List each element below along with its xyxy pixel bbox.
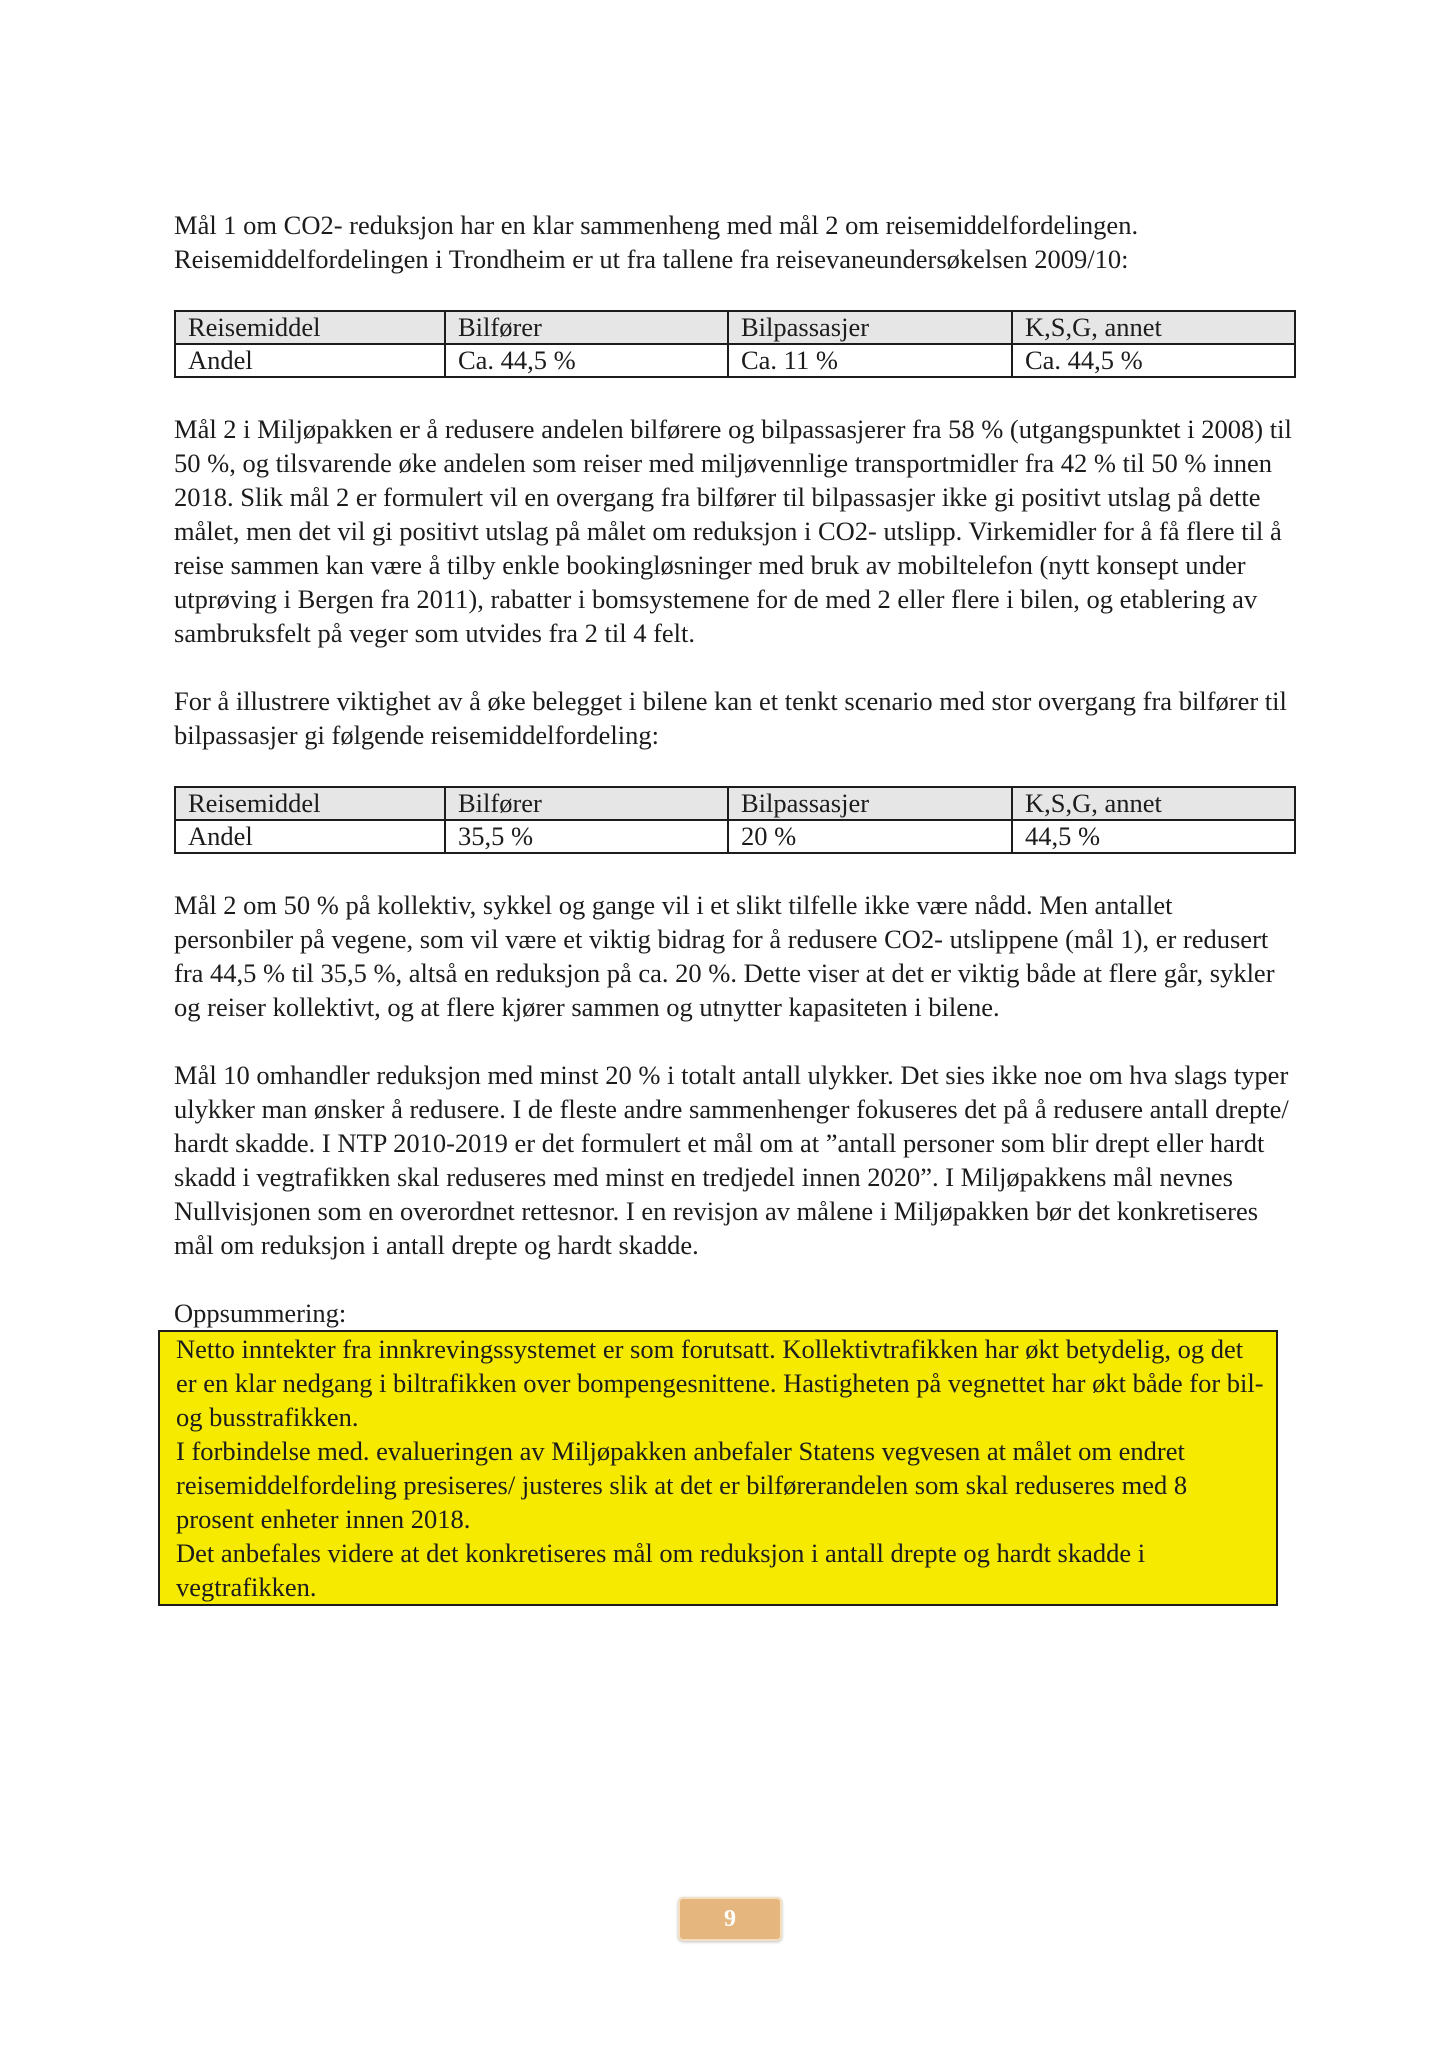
table-cell: Ca. 44,5 % [1012,344,1295,377]
table-header-cell: K,S,G, annet [1012,787,1295,820]
table-header-row [175,311,1295,344]
summary-line: I forbindelse med. evalueringen av Miljøpakken anbefaler Statens vegvesen at målet om endret reisemiddelfordeling presiseres/ justeres slik at det er bilførerandelen som skal reduseres med 8 prosent enheter innen 2018. [176,1436,1188,1534]
summary-highlight-box [158,1330,1278,1606]
table-header-row [175,787,1295,820]
page-number-badge: 9 [678,1897,782,1941]
table-cell: 44,5 % [1012,820,1295,853]
table-cell: Andel [175,344,445,377]
travel-mode-table-current [174,310,1296,378]
document-body [174,208,1294,1606]
table-header-cell: Bilfører [445,787,728,820]
table-cell: 20 % [728,820,1012,853]
table-header-cell: Reisemiddel [175,311,445,344]
table-row [175,344,1295,377]
table-row [175,820,1295,853]
summary-line: Det anbefales videre at det konkretiseres mål om reduksjon i antall drepte og hardt skadde i vegtrafikken. [176,1538,1146,1602]
paragraph-scenario-result: Mål 2 om 50 % på kollektiv, sykkel og gange vil i et slikt tilfelle ikke være nådd. Men antallet personbiler på vegene, som vil være et viktig bidrag for å redusere CO2- utslippene (mål 1), er redusert fra 44,5 % til 35,5 %, altså en reduksjon på ca. 20 %. Dette viser at det er viktig både at flere går, sykler og reiser kollektivt, og at flere kjører sammen og utnytter kapasiteten i bilene. [174,890,1275,1022]
table-header-cell: Reisemiddel [175,787,445,820]
table-header-cell: K,S,G, annet [1012,311,1295,344]
paragraph-goal1: Mål 1 om CO2- reduksjon har en klar sammenheng med mål 2 om reisemiddelfordelingen. Reisemiddelfordelingen i Trondheim er ut fra tallene fra reisevaneundersøkelsen 2009/10: [174,210,1139,274]
paragraph-scenario: For å illustrere viktighet av å øke belegget i bilene kan et tenkt scenario med stor overgang fra bilfører til bilpassasjer gi følgende reisemiddelfordeling: [174,686,1287,750]
summary-line: Netto inntekter fra innkrevingssystemet er som forutsatt. Kollektivtrafikken har økt betydelig, og det er en klar nedgang i biltrafikken over bompengesnittene. Hastigheten på vegnettet har økt både for bil- og busstrafikken. [176,1334,1264,1432]
table-cell: Ca. 44,5 % [445,344,728,377]
table-cell: Andel [175,820,445,853]
summary-heading: Oppsummering: [174,1298,347,1328]
table-cell: 35,5 % [445,820,728,853]
travel-mode-table-scenario [174,786,1296,854]
table-cell: Ca. 11 % [728,344,1012,377]
paragraph-goal10: Mål 10 omhandler reduksjon med minst 20 % i totalt antall ulykker. Det sies ikke noe om hva slags typer ulykker man ønsker å redusere. I de fleste andre sammenhenger fokuseres det på å redusere antall drepte/ hardt skadde. I NTP 2010-2019 er det formulert et mål om at ”antall personer som blir drept eller hardt skadd i vegtrafikken skal reduseres med minst en tredjedel innen 2020”. I Miljøpakkens mål nevnes Nullvisjonen som en overordnet rettesnor. I en revisjon av målene i Miljøpakken bør det konkretiseres mål om reduksjon i antall drepte og hardt skadde. [174,1060,1289,1260]
table-header-cell: Bilpassasjer [728,787,1012,820]
table-header-cell: Bilfører [445,311,728,344]
paragraph-goal2: Mål 2 i Miljøpakken er å redusere andelen bilførere og bilpassasjerer fra 58 % (utgangspunktet i 2008) til 50 %, og tilsvarende øke andelen som reiser med miljøvennlige transportmidler fra 42 % til 50 % innen 2018. Slik mål 2 er formulert vil en overgang fra bilfører til bilpassasjer ikke gi positivt utslag på dette målet, men det vil gi positivt utslag på målet om reduksjon i CO2- utslipp. Virkemidler for å få flere til å reise sammen kan være å tilby enkle bookingløsninger med bruk av mobiltelefon (nytt konsept under utprøving i Bergen fra 2011), rabatter i bomsystemene for de med 2 eller flere i bilen, og etablering av sambruksfelt på veger som utvides fra 2 til 4 felt. [174,414,1292,648]
table-header-cell: Bilpassasjer [728,311,1012,344]
